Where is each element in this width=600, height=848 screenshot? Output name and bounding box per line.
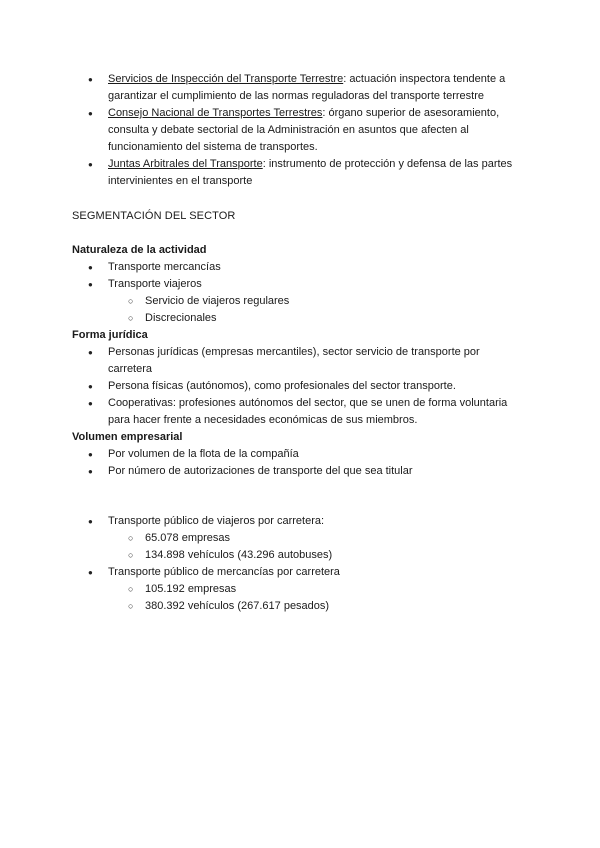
naturaleza-heading: Naturaleza de la actividad — [72, 244, 207, 256]
list-item: ● Por número de autorizaciones de transporte del que sea titular — [0, 463, 600, 480]
stats-section — [0, 513, 600, 615]
forma-list — [0, 344, 600, 429]
list-item: ● Cooperativas: profesiones autónomos del sector, que se unen de forma voluntaria para hacer frente a necesidades económicas de sus miembros. — [0, 395, 600, 429]
list-item — [0, 156, 600, 190]
list-item: ● Transporte público de viajeros por carretera: — [0, 513, 600, 530]
list-item: ● Transporte mercancías — [0, 259, 600, 276]
stats-sublist — [0, 530, 600, 564]
naturaleza-section — [0, 259, 600, 327]
list-item: ○ Discrecionales — [0, 310, 600, 327]
organismo-desc: : órgano superior de asesoramiento, consulta y debate sectorial de la Administración en asuntos que afecten al funcionamiento del sistema de transportes. — [108, 107, 500, 153]
naturaleza-sublist — [0, 293, 600, 327]
list-item: ● Por volumen de la flota de la compañía — [0, 446, 600, 463]
stats-list — [0, 513, 600, 530]
list-item: ● Personas jurídicas (empresas mercantiles), sector servicio de transporte por carretera — [0, 344, 600, 378]
organismo-desc: : actuación inspectora tendente a garantizar el cumplimiento de las normas reguladoras del transporte terrestre — [108, 73, 506, 102]
organismos-section — [0, 71, 600, 190]
naturaleza-list — [0, 259, 600, 293]
list-item: ○ 65.078 empresas — [0, 530, 600, 547]
list-item: ○ 134.898 vehículos (43.296 autobuses) — [0, 547, 600, 564]
list-item — [0, 71, 600, 105]
forma-section — [0, 344, 600, 429]
organismo-desc: : instrumento de protección y defensa de las partes intervinientes en el transporte — [108, 158, 513, 187]
section-title: SEGMENTACIÓN DEL SECTOR — [72, 210, 236, 222]
stats-sublist — [0, 581, 600, 615]
list-item: ○ 105.192 empresas — [0, 581, 600, 598]
organismos-list — [0, 71, 600, 190]
list-item: ● Transporte viajeros — [0, 276, 600, 293]
forma-heading: Forma jurídica — [72, 329, 148, 341]
list-item: ○ Servicio de viajeros regulares — [0, 293, 600, 310]
organismo-name: Servicios de Inspección del Transporte Terrestre — [108, 73, 344, 85]
volumen-list — [0, 446, 600, 480]
volumen-heading: Volumen empresarial — [72, 431, 183, 443]
list-item — [0, 105, 600, 156]
volumen-section — [0, 446, 600, 480]
list-item: ● Persona físicas (autónomos), como profesionales del sector transporte. — [0, 378, 600, 395]
organismo-name: Juntas Arbitrales del Transporte — [108, 158, 263, 170]
organismo-name: Consejo Nacional de Transportes Terrestres — [108, 107, 323, 119]
stats-list — [0, 564, 600, 581]
list-item: ● Transporte público de mercancías por carretera — [0, 564, 600, 581]
list-item: ○ 380.392 vehículos (267.617 pesados) — [0, 598, 600, 615]
